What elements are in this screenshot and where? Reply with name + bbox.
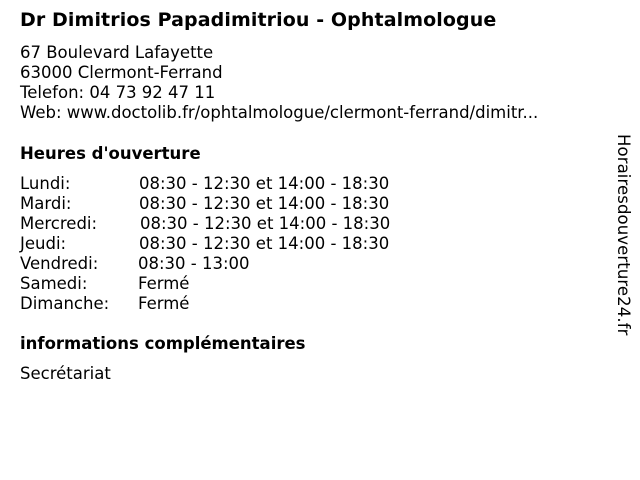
phone-number: Telefon: 04 73 92 47 11 [20, 83, 216, 102]
day-label: Dimanche: [20, 294, 110, 313]
additional-info-text: Secrétariat [20, 364, 111, 383]
address-block [20, 43, 538, 123]
day-label: Jeudi: [20, 234, 67, 253]
hours-value: 08:30 - 12:30 et 14:00 - 18:30 [140, 214, 391, 233]
day-label: Mercredi: [20, 214, 98, 233]
day-label: Mardi: [20, 194, 72, 213]
day-label: Lundi: [20, 174, 71, 193]
day-label: Samedi: [20, 274, 88, 293]
opening-hours-heading: Heures d'ouverture [20, 144, 201, 163]
hours-value: 08:30 - 12:30 et 14:00 - 18:30 [139, 234, 390, 253]
additional-info-heading: informations complémentaires [20, 334, 306, 353]
website-link[interactable]: Web: www.doctolib.fr/ophtalmologue/clermont-ferrand/dimitr... [20, 103, 539, 122]
city-postal-code: 63000 Clermont-Ferrand [20, 63, 223, 82]
hours-value: Fermé [138, 294, 190, 313]
hours-value: Fermé [138, 274, 190, 293]
hours-value: 08:30 - 13:00 [138, 254, 250, 273]
day-label: Vendredi: [20, 254, 99, 273]
street-address: 67 Boulevard Lafayette [20, 43, 214, 62]
page-title: Dr Dimitrios Papadimitriou - Ophtalmologue [20, 9, 497, 31]
hours-value: 08:30 - 12:30 et 14:00 - 18:30 [139, 194, 390, 213]
site-brand-vertical: Horairesdouverture24.fr [614, 134, 633, 336]
hours-value: 08:30 - 12:30 et 14:00 - 18:30 [139, 174, 390, 193]
